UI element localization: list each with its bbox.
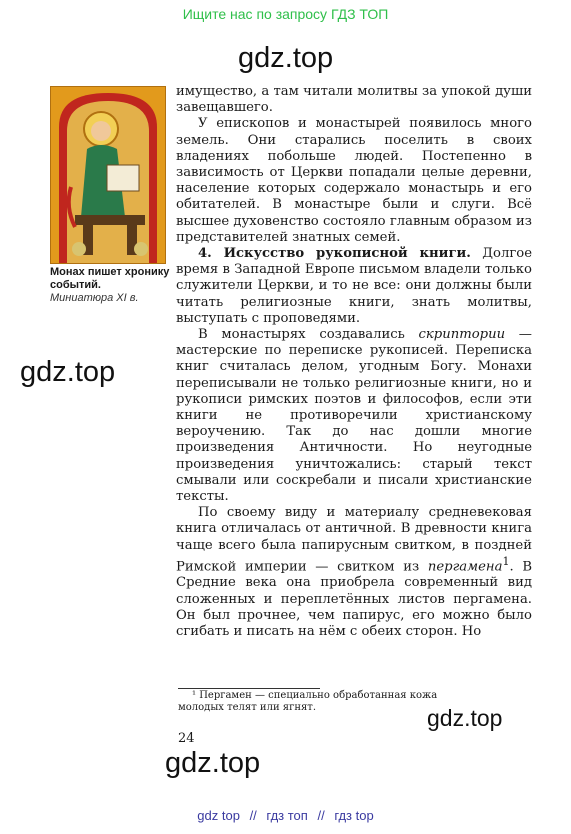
caption-source: Миниатюра XI в. [50, 292, 139, 304]
miniature-illustration [51, 87, 165, 263]
paragraph-text: В монастырях создавались [198, 327, 419, 343]
paragraph-text: Долгое время в Западной Европе письмом владели только служители Церкви, и то не все: они должны были читать религиозные книги, знать молитвы, выступать с проповедями. [176, 246, 532, 326]
monk-miniature-image [50, 86, 166, 264]
figure-caption [50, 266, 175, 305]
separator: // [317, 808, 325, 823]
caption-title: Монах пишет хронику событий. [50, 266, 170, 291]
main-text [176, 84, 532, 640]
paragraph [176, 327, 532, 505]
paragraph: У епископов и монастырей появилось много земель. Они старались поселить в своих владениях побольше людей. Постепенно в зависимость от Церкви попадали целые деревни, население которых содержало монастырь и его обитателей. В монастыре были и слуги. Всё высшее духовенство состояло главным образом из представителей знатных семей. [176, 116, 532, 245]
footer-link[interactable]: гдз top [334, 808, 374, 823]
search-banner: Ищите нас по запросу ГДЗ ТОП [182, 6, 389, 22]
footnote: ¹ Пергамен — специально обработанная кожа молодых телят или ягнят. [178, 690, 438, 713]
separator: // [249, 808, 257, 823]
watermark: gdz.top [165, 747, 261, 779]
paragraph: имущество, а там читали молитвы за упокой души завещавшего. [176, 84, 532, 116]
term-pergamen: пергамена [427, 559, 503, 575]
paragraph-text: . В Средние века она приобрела современный вид сложенных и переплетённых листов пергамена. Он был прочнее, чем папирус, его можно было сгибать и писать на нём с обеих сторон. Но [176, 559, 533, 640]
page-number: 24 [178, 731, 195, 746]
watermark: gdz.top [20, 356, 116, 388]
watermark: gdz.top [427, 705, 503, 731]
paragraph-text: — мастерские по переписке рукописей. Переписка книг считалась делом, угодным Богу. Монахи переписывали не только религиозные книги, но и рукописи римских поэтов и философов, если эти книги не противоречили христианскому вероучению. Так до нас дошли многие произведения Античности. Но неугодные произведения уничтожались: старый текст смывали или соскребали и писали христианские тексты. [176, 327, 532, 505]
footnote-marker: 1 [502, 554, 510, 568]
footer-link[interactable]: gdz top [197, 808, 240, 823]
paragraph-text: По своему виду и материалу средневековая книга отличалась от античной. В древности книга чаще всего была папирусным свитком, в поздней Римской империи — свитком из [176, 505, 532, 575]
bottom-links [0, 808, 571, 823]
paragraph [176, 505, 532, 640]
section-heading: 4. Искусство рукописной книги. [198, 246, 471, 262]
paragraph-section-4 [176, 246, 532, 327]
footnote-divider [178, 688, 320, 689]
footer-link[interactable]: гдз топ [266, 808, 308, 823]
term-scriptoria: скриптории [418, 327, 506, 343]
watermark: gdz.top [238, 42, 334, 74]
